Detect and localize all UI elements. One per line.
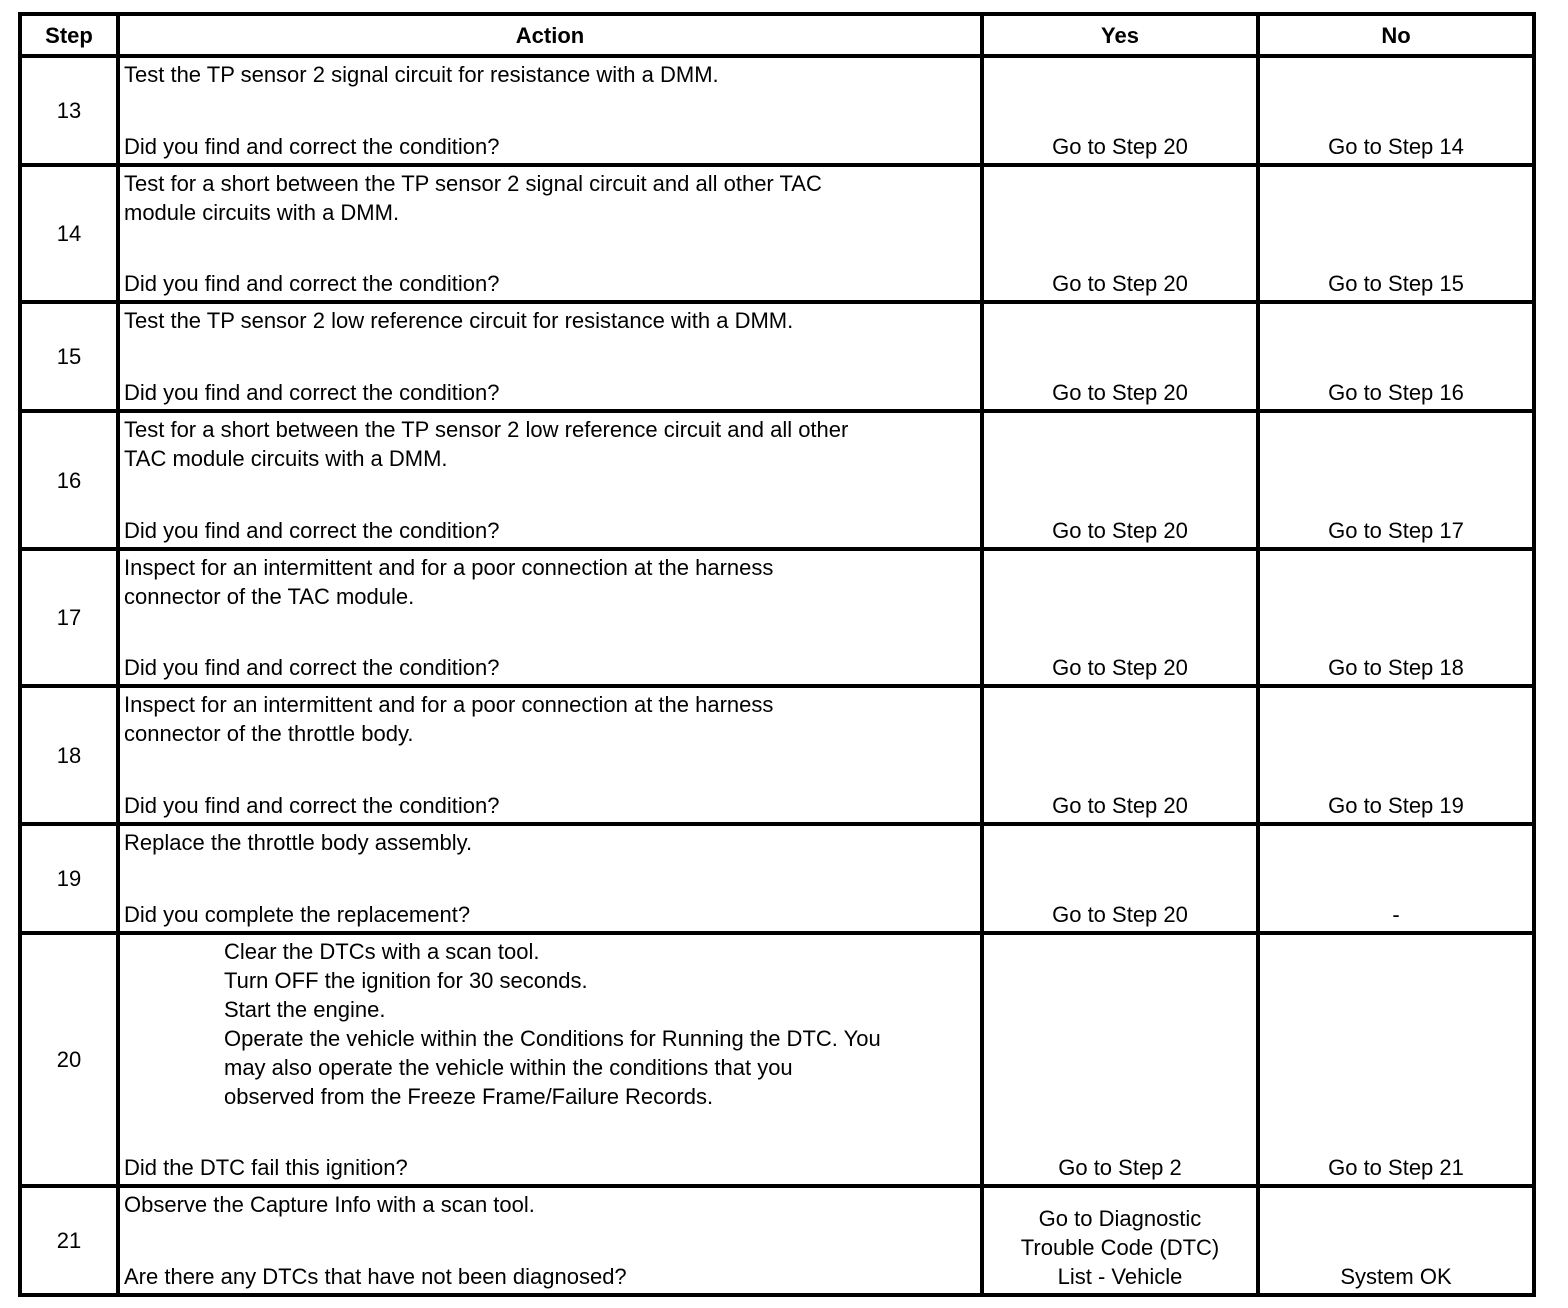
question-text: Are there any DTCs that have not been diagnosed? (124, 1264, 627, 1289)
table-row (20, 165, 1534, 302)
action-text: Inspect for an intermittent and for a poor connection at the harness connector of the throttle body. (124, 692, 774, 746)
action-text: Test the TP sensor 2 low reference circuit for resistance with a DMM. (124, 308, 794, 333)
step-number: 18 (20, 686, 118, 824)
action-text: Test the TP sensor 2 signal circuit for resistance with a DMM. (124, 62, 719, 87)
step-number: 14 (20, 165, 118, 302)
step-number: 19 (20, 824, 118, 933)
table-row (20, 302, 1534, 411)
header-yes: Yes (982, 14, 1258, 56)
action-cell (118, 549, 982, 686)
action-text: Replace the throttle body assembly. (124, 830, 473, 855)
table-row (20, 549, 1534, 686)
header-row (20, 14, 1534, 56)
no-result: Go to Step 16 (1258, 302, 1534, 411)
action-text: Test for a short between the TP sensor 2 signal circuit and all other TAC module circuits with a DMM. (124, 171, 822, 225)
no-result: System OK (1258, 1186, 1534, 1295)
table-row (20, 1186, 1534, 1295)
question-text: Did you find and correct the condition? (124, 134, 500, 159)
step-number: 16 (20, 411, 118, 549)
yes-result: Go to Step 20 (982, 302, 1258, 411)
action-cell (118, 56, 982, 165)
no-result: Go to Step 17 (1258, 411, 1534, 549)
yes-result: Go to Step 20 (982, 56, 1258, 165)
no-result: Go to Step 18 (1258, 549, 1534, 686)
yes-result: Go to Diagnostic Trouble Code (DTC) List - Vehicle (982, 1186, 1258, 1295)
action-cell (118, 411, 982, 549)
step-number: 17 (20, 549, 118, 686)
diagnostic-table (18, 12, 1536, 1297)
action-cell (118, 302, 982, 411)
action-cell (118, 1186, 982, 1295)
yes-result: Go to Step 20 (982, 549, 1258, 686)
action-cell (118, 686, 982, 824)
action-text: Observe the Capture Info with a scan tool. (124, 1192, 535, 1217)
question-text: Did you find and correct the condition? (124, 380, 500, 405)
step-number: 15 (20, 302, 118, 411)
table-row (20, 56, 1534, 165)
action-cell (118, 824, 982, 933)
no-result: Go to Step 19 (1258, 686, 1534, 824)
no-result: Go to Step 21 (1258, 933, 1534, 1186)
question-text: Did you find and correct the condition? (124, 271, 500, 296)
action-text: Test for a short between the TP sensor 2 low reference circuit and all other TAC module circuits with a DMM. (124, 417, 849, 471)
action-cell (118, 933, 982, 1186)
yes-result: Go to Step 20 (982, 686, 1258, 824)
table-row (20, 411, 1534, 549)
question-text: Did the DTC fail this ignition? (124, 1155, 408, 1180)
header-action: Action (118, 14, 982, 56)
question-text: Did you complete the replacement? (124, 902, 471, 927)
table-row (20, 686, 1534, 824)
question-text: Did you find and correct the condition? (124, 793, 500, 818)
action-cell (118, 165, 982, 302)
step-number: 13 (20, 56, 118, 165)
yes-result: Go to Step 20 (982, 411, 1258, 549)
step-number: 20 (20, 933, 118, 1186)
yes-result: Go to Step 20 (982, 165, 1258, 302)
question-text: Did you find and correct the condition? (124, 655, 500, 680)
action-steps-list: Clear the DTCs with a scan tool. Turn OFF the ignition for 30 seconds. Start the engine. Operate the vehicle within the Conditions for Running the DTC. You may also operate the vehicle within the conditions that you observed from the Freeze Frame/Failure Records. (224, 939, 881, 1109)
yes-result: Go to Step 2 (982, 933, 1258, 1186)
no-result: Go to Step 15 (1258, 165, 1534, 302)
step-number: 21 (20, 1186, 118, 1295)
yes-result: Go to Step 20 (982, 824, 1258, 933)
table-row (20, 824, 1534, 933)
header-step: Step (20, 14, 118, 56)
table-row (20, 933, 1534, 1186)
no-result: Go to Step 14 (1258, 56, 1534, 165)
action-text: Inspect for an intermittent and for a poor connection at the harness connector of the TAC module. (124, 555, 774, 609)
question-text: Did you find and correct the condition? (124, 518, 500, 543)
header-no: No (1258, 14, 1534, 56)
no-result: - (1258, 824, 1534, 933)
